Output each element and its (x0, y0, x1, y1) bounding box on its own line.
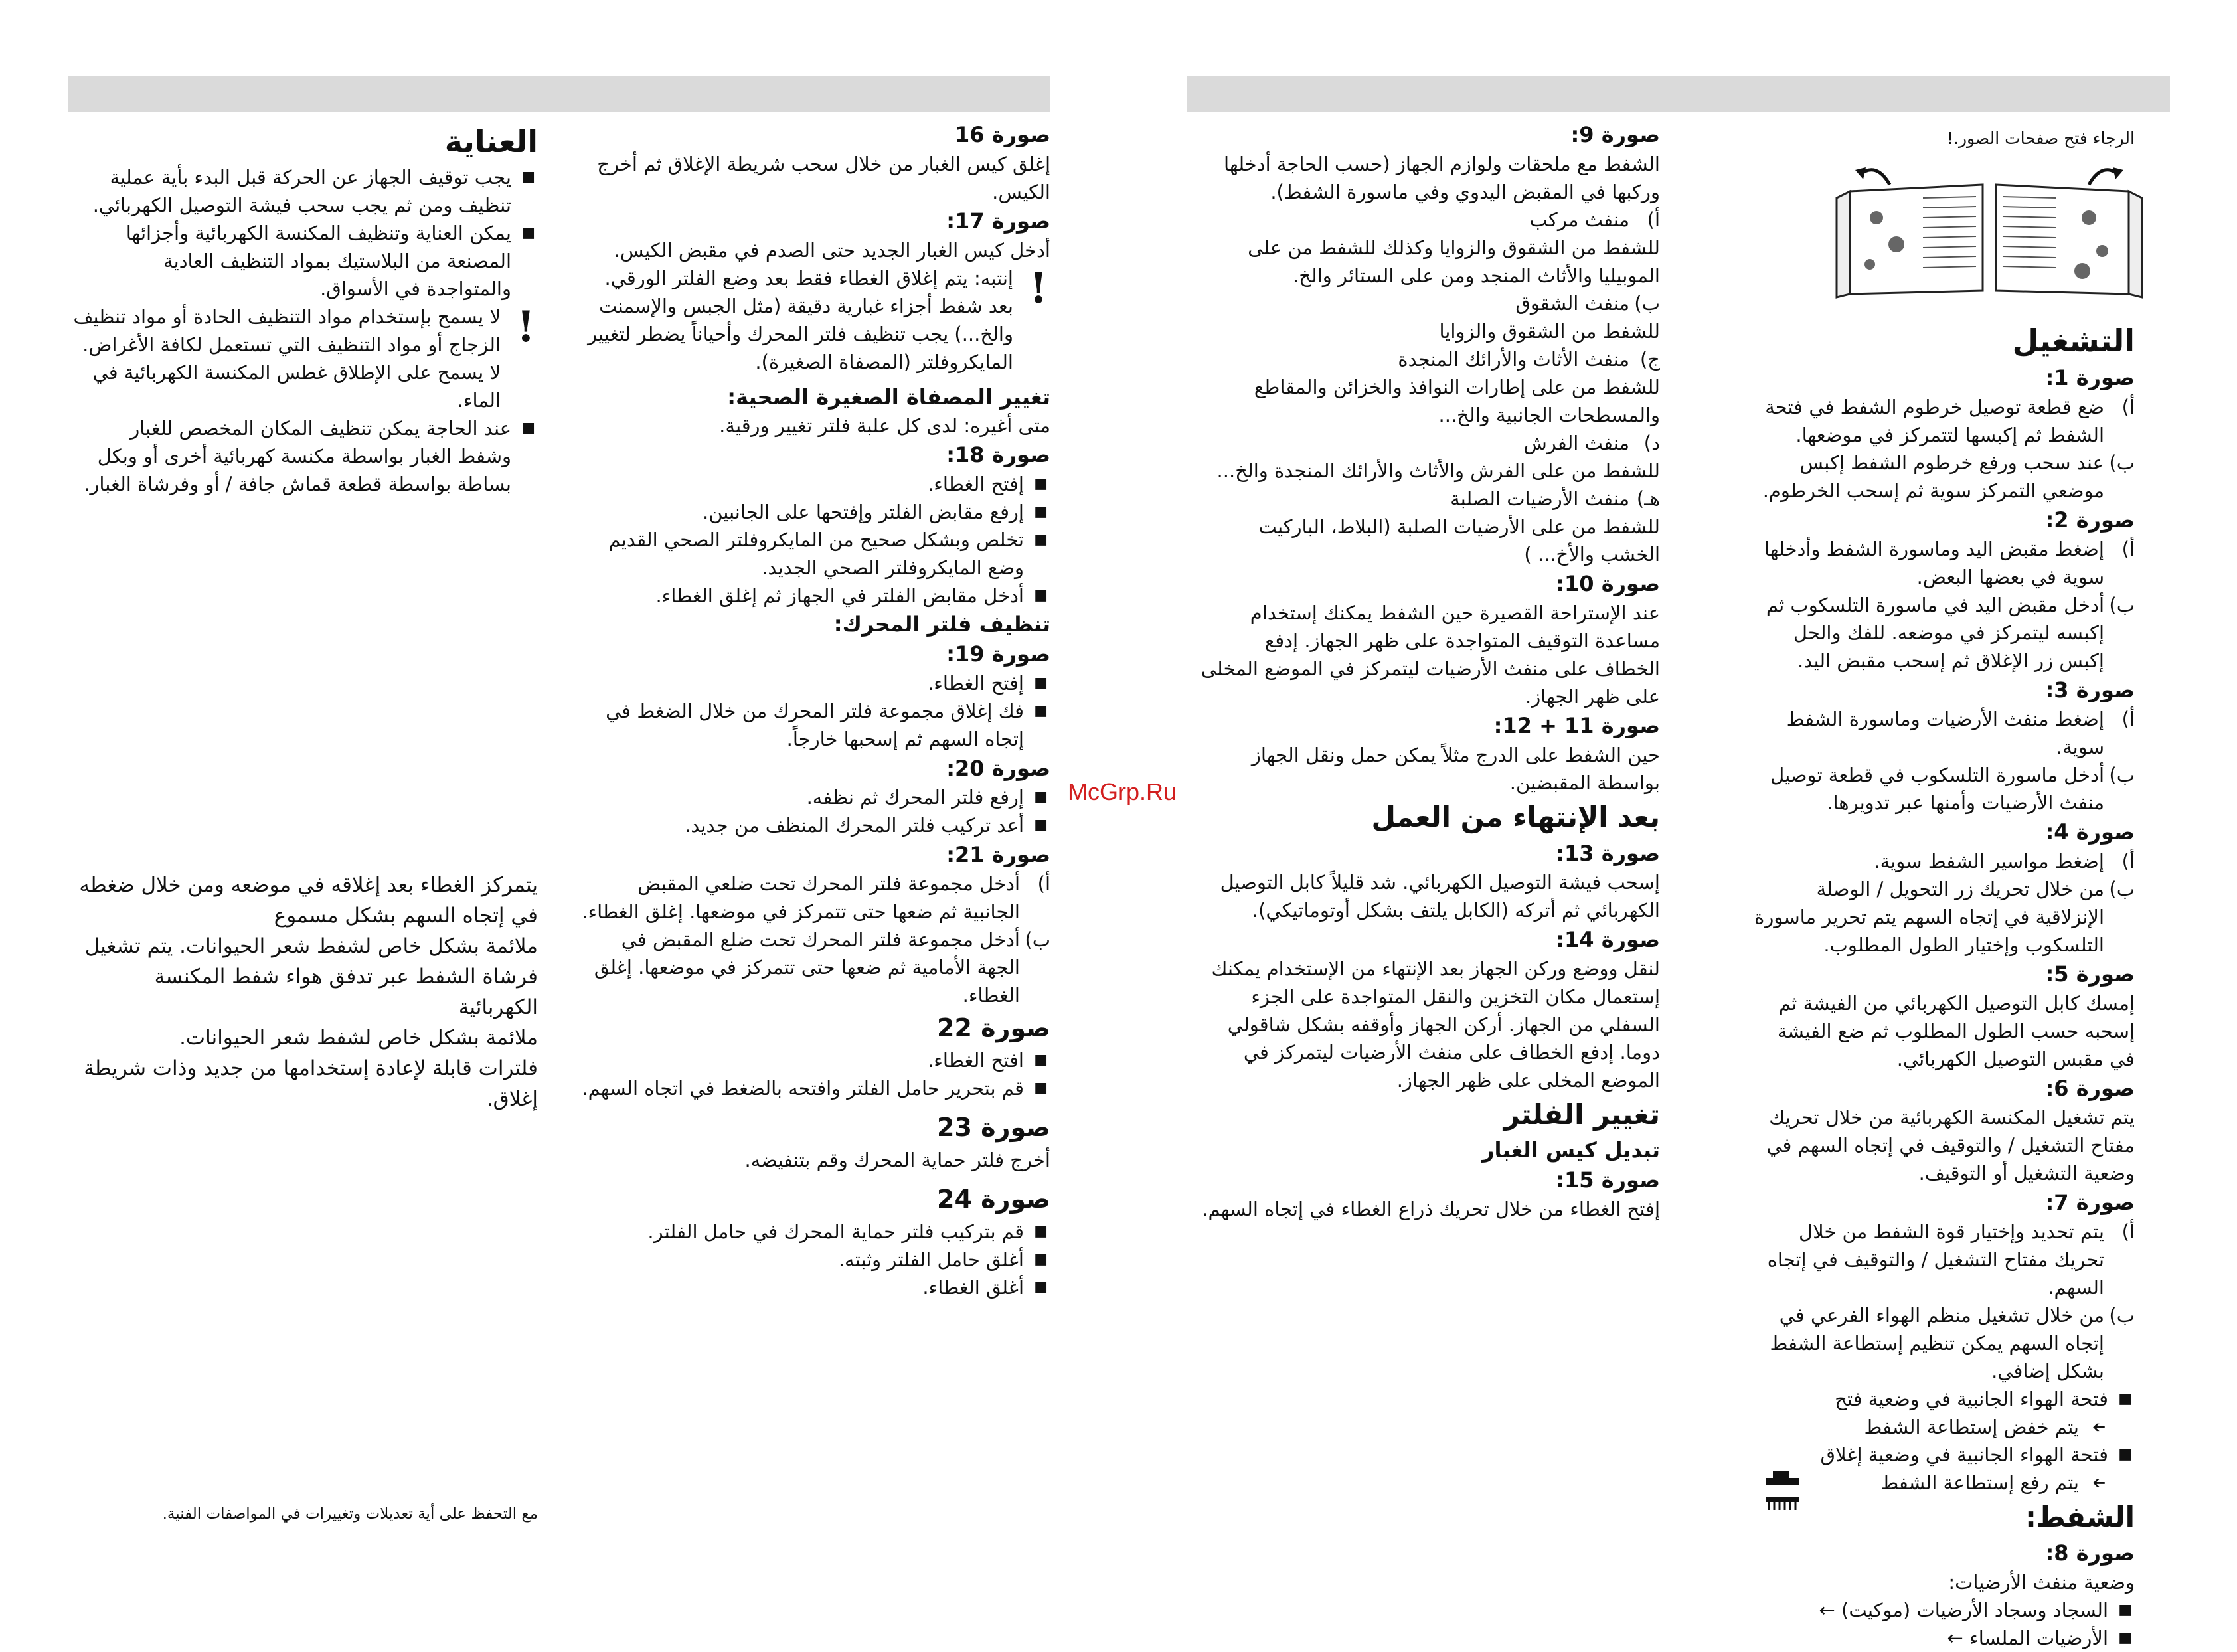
figure-19-label: صورة 19: (946, 641, 1050, 667)
upholstery-nozzle-text: للشفط من على إطارات النوافذ والخزائن والمقاطع والمسطحات الجانبية والخ... (1254, 376, 1660, 426)
figure-24-step-2: ■ أغلق حامل الفلتر وثبته. (579, 1246, 1050, 1274)
crevice-nozzle-item: ب) منفث الشقوق (1515, 292, 1660, 315)
care-item-2: ■ يمكن العناية وتنظيف المكنسة الكهربائية وأجزائها المصنعة من البلاستيك بمواد التنظيف العادية والمتواجدة في الأسواق. (73, 219, 538, 303)
exclamation-icon: ! (516, 302, 535, 352)
figure-4-label: صورة 4: (2045, 819, 2135, 845)
figure-6-text: يتم تشغيل المكنسة الكهربائية من خلال تحريك مفتاح التشغيل / والتوقيف في إتجاه السهم في وضعية التشغيل أو التوقيف. (1766, 1106, 2135, 1185)
figure-21-label: صورة 21: (946, 842, 1050, 867)
figure-9-label: صورة 9: (1570, 122, 1660, 147)
figure-7-step-b: ب) من خلال تشغيل منظم الهواء الفرعي في إتجاه السهم يمكن تنظيم إستطاعة الشفط بشكل إضافي. (1770, 1304, 2135, 1382)
air-vent-closed-item: ■ فتحة الهواء الجانبية في وضعية إغلاق (1753, 1441, 2135, 1469)
figure-20-label: صورة 20: (946, 756, 1050, 781)
small-filter-title: تغيير المصفاة الصغيرة الصحية: (727, 384, 1050, 410)
figure-21-step-b: ب) أدخل مجموعة فلتر المحرك تحت ضلع المقبض في الجهة الأمامية ثم ضعها حتى تتمركز في موضعها. إغلق الغطاء. (594, 928, 1050, 1007)
combination-nozzle-item: أ) منفث مركب (1529, 208, 1660, 231)
air-vent-open-item: ■ فتحة الهواء الجانبية في وضعية فتح (1753, 1385, 2135, 1413)
pet-hair-note: ملائمة بشكل خاص لشفط شعر الحيوانات. (179, 1026, 538, 1050)
figure-16-label: صورة 16 (955, 122, 1050, 147)
figure-23-text: أخرج فلتر حماية المحرك وقم بتنفيضه. (744, 1149, 1050, 1171)
figure-3-step-a: أ) إضغط منفث الأرضيات وماسورة الشفط سوية. (1786, 708, 2135, 758)
figure-19-step-1: ■ إفتح الغطاء. (579, 669, 1050, 697)
figure-3-label: صورة 3: (2045, 677, 2135, 702)
figure-17-label: صورة 17: (946, 208, 1050, 234)
figure-1-step-b: ب) عند سحب ورفع خرطوم الشفط إكبس موضعي التمركز سوية ثم إسحب الخرطوم. (1762, 452, 2135, 502)
suction-increased-item: ➔ يتم رفع إستطاعة الشفط (1753, 1469, 2135, 1497)
arrow-left-icon: ← (1819, 1599, 1835, 1621)
figure-11-12-text: حين الشفط على الدرج مثلاً يمكن حمل ونقل الجهاز بواسطة المقبضين. (1251, 744, 1660, 794)
figure-24-step-1: ■ قم بتركيب فلتر حماية المحرك في حامل الفلتر. (579, 1218, 1050, 1246)
after-use-title: بعد الإنتهاء من العمل (1371, 801, 1660, 833)
column-operation (1753, 125, 2135, 1652)
figure-2-label: صورة 2: (2045, 507, 2135, 533)
figure-18-label: صورة 18: (946, 442, 1050, 467)
warning-note: ! إنتبه: يتم إغلاق الغطاء فقط بعد وضع الفلتر الورقي. بعد شفط أجزاء غبارية دقيقة (مثل الجبس والإسمنت والخ...) يجب تنظيف فلتر المحرك وأحياناً يضطر لتغيير المايكروفلتر (المصفاة الصغيرة). (588, 264, 1048, 373)
figure-8-text: وضعية منفث الأرضيات: (1948, 1571, 2135, 1594)
hard-floor-nozzle-text: للشفط من على الأرضيات الصلبة (البلاط، الباركيت الخشب والأخ... ) (1258, 515, 1660, 566)
figure-8-label: صورة 8: (2045, 1540, 2135, 1566)
open-booklet-illustration (1823, 158, 2155, 304)
combination-nozzle-text: للشفط من الشقوق والزوايا وكذلك للشفط من على الموبيليا والأثاث المنجد ومن على الستائر والخ. (1248, 236, 1660, 287)
figure-10-label: صورة 10: (1556, 571, 1660, 596)
figure-22-label: صورة 22 (937, 1013, 1050, 1042)
figure-13-label: صورة 13: (1556, 841, 1660, 866)
figure-4-step-a: أ) إضغط مواسير الشفط سوية. (1874, 850, 2135, 872)
filter-change-title: تغيير الفلتر (1503, 1098, 1660, 1131)
suction-reduced-item: ➔ يتم خفض إستطاعة الشفط (1753, 1413, 2135, 1441)
figure-2-step-b: ب) أدخل مقبض اليد في ماسورة التلسكوب ثم إكبسه ليتمركز في موضعه. للفك والحل إكبس زر الإغلاق ثم إسحب مقبض اليد. (1766, 594, 2135, 672)
arrow-left-icon: ← (1947, 1627, 1963, 1649)
figure-3-step-b: ب) أدخل ماسورة التلسكوب في قطعة توصيل منفث الأرضيات وأمنها عبر تدويرها. (1770, 764, 2135, 814)
lid-click-note: يتمركز الغطاء بعد إغلاقه في موضعه ومن خلال ضغطه في إتجاه السهم بشكل مسموع (79, 873, 538, 928)
figure-18-step-4: ■ أدخل مقابض الفلتر في الجهاز ثم إغلق الغطاء. (579, 582, 1050, 610)
care-title: العناية (444, 124, 538, 159)
figure-14-label: صورة 14: (1556, 927, 1660, 952)
figure-7-step-a: أ) يتم تحديد وإختيار قوة الشفط من خلال تحريك مفتاح التشغيل / والتوقيف في إتجاه السهم. (1767, 1220, 2135, 1299)
figure-15-label: صورة 15: (1556, 1167, 1660, 1193)
technical-changes-note: مع التحفظ على أية تعديلات وتغييرات في المواصفات الفنية. (162, 1505, 538, 1523)
exclamation-icon: ! (1029, 264, 1048, 313)
figure-7-label: صورة 7: (2045, 1190, 2135, 1215)
figure-13-text: إسحب فيشة التوصيل الكهربائي. شد قليلاً كابل التوصيل الكهربائي ثم أتركه (الكابل يلتف بشكل أوتوماتيكي). (1220, 871, 1660, 922)
care-item-3: ■ عند الحاجة يمكن تنظيف المكان المخصص للغبار وشفط الغبار بواسطة مكنسة كهربائية أخرى أو وبكل بساطة بواسطة قطعة قماش جافة / أو وفرشاة الغبار. (73, 414, 538, 498)
figure-20-step-2: ■ أعد تركيب فلتر المحرك المنظف من جديد. (579, 811, 1050, 839)
figure-17-text: أدخل كيس الغبار الجديد حتى الصدم في مقبض الكيس. (614, 239, 1050, 262)
carpet-setting-item: ■ السجاد وسجاد الأرضيات (موكيت) ← (1753, 1596, 2135, 1624)
when-to-change-text: متى أغيره: لدى كل علبة فلتر تغيير ورقية. (719, 414, 1050, 437)
care-warning: ! لا يسمح بإستخدام مواد التنظيف الحادة أو مواد تنظيف الزجاج أو مواد التنظيف التي تستعمل لكافة الأغراض. لا يسمح على الإطلاق غطس المكنسة الكهربائية في الماء. (73, 302, 535, 412)
figure-20-step-1: ■ إرفع فلتر المحرك ثم نظفه. (579, 784, 1050, 811)
dust-bag-title: تبديل كيس الغبار (1482, 1137, 1660, 1163)
smooth-floor-setting-item: ■ الأرضيات الملساء ← (1753, 1624, 2135, 1652)
motor-filter-title: تنظيف فلتر المحرك: (833, 612, 1050, 637)
figure-22-step-2: ■ قم بتحرير حامل الفلتر وافتحه بالضغط في اتجاه السهم. (579, 1074, 1050, 1102)
suction-title: الشفط: (2025, 1501, 2135, 1533)
figure-18-step-1: ■ إفتح الغطاء. (579, 470, 1050, 498)
figure-5-label: صورة 5: (2045, 961, 2135, 987)
figure-18-step-3: ■ تخلص وبشكل صحيح من المايكروفلتر الصحي القديم وضع المايكروفلتر الصحي الجديد. (579, 526, 1050, 582)
figure-9-text: الشفط مع ملحقات ولوازم الجهاز (حسب الحاجة أدخلها وركبها في المقبض اليدوي وفي ماسورة الشفط). (1224, 153, 1660, 203)
figure-19-step-2: ■ فك إغلاق مجموعة فلتر المحرك من خلال الضغط في إتجاه السهم ثم إسحبها خارجاً. (579, 697, 1050, 753)
figure-1-step-a: أ) ضع قطعة توصيل خرطوم الشفط في فتحة الشفط ثم إكبسها لتتمركز في موضعها. (1765, 396, 2135, 446)
brush-nozzle-item: د) منفث الفرش (1523, 432, 1660, 454)
figure-10-text: عند الإستراحة القصيرة حين الشفط يمكنك إستخدام مساعدة التوقيف المتواجدة على ظهر الجهاز. إدفع الخطاف على منفث الأرضيات ليتمركز في الموضع المخلى على ظهر الجهاز. (1201, 602, 1660, 708)
turbo-brush-note: ملائمة بشكل خاص لشفط شعر الحيوانات. يتم تشغيل فرشاة الشفط عبر تدفق هواء شفط المكنسة الكهربائية (84, 934, 538, 1019)
brush-nozzle-text: للشفط من على الفرش والأثاث والأرائك المنجدة والخ... (1216, 459, 1660, 482)
figure-15-text: إفتح الغطاء من خلال تحريك ذراع الغطاء في إتجاه السهم. (1202, 1198, 1660, 1220)
figure-23-label: صورة 23 (937, 1113, 1050, 1142)
column-accessories (1195, 120, 1660, 1223)
figure-21-step-a: أ) أدخل مجموعة فلتر المحرك تحت ضلعي المقبض الجانبية ثم ضعها حتى تتمركز في موضعها. إغلق الغطاء. (582, 872, 1050, 923)
figure-5-text: إمسك كابل التوصيل الكهربائي من الفيشة ثم إسحبه حسب الطول المطلوب ثم ضع الفيشة في مقبس التوصيل الكهربائي. (1777, 992, 2135, 1070)
figure-11-12-label: صورة 11 + 12: (1493, 713, 1660, 738)
figure-14-text: لنقل ووضع وركن الجهاز بعد الإنتهاء من الإستخدام يمكنك إستعمال مكان التخزين والنقل المتواجدة على الجزء السفلي من الجهاز. أركن الجهاز وأوقفه بشكل شاقولي دوما. إدفع الخطاف على منفث الأرضيات ليتمركز في الموضع المخلى على ظهر الجهاز. (1211, 957, 1660, 1092)
figure-18-step-2: ■ إرفع مقابض الفلتر وإفتحها على الجانبين. (579, 498, 1050, 526)
figure-1-label: صورة 1: (2045, 365, 2135, 390)
upholstery-nozzle-item: ج) منفث الأثاث والأرائك المنجدة (1398, 348, 1660, 371)
figure-24-label: صورة 24 (937, 1185, 1050, 1214)
header-band-right (1187, 76, 2170, 112)
figure-4-step-b: ب) من خلال تحريك زر التحويل / الوصلة الإنزلاقية في إتجاه السهم يتم تحرير ماسورة التلسكوب وإختيار الطول المطلوب. (1754, 878, 2135, 956)
figure-22-step-1: ■ افتح الغطاء. (579, 1046, 1050, 1074)
header-band-left (68, 76, 1050, 112)
watermark: McGrp.Ru (1068, 778, 1177, 805)
floor-nozzle-icons (1765, 1469, 1805, 1515)
figure-6-label: صورة 6: (2045, 1076, 2135, 1101)
crevice-nozzle-text: للشفط من الشقوق والزوايا (1439, 320, 1660, 343)
open-pages-note: الرجاء فتح صفحات الصور.! (1946, 129, 2135, 148)
column-care (73, 120, 538, 1114)
hard-floor-nozzle-item: هـ) منفث الأرضيات الصلبة (1450, 487, 1660, 510)
figure-24-step-3: ■ أغلق الغطاء. (579, 1274, 1050, 1301)
operation-title: التشغيل (2012, 323, 2135, 359)
column-filters (579, 120, 1050, 1301)
reusable-filter-note: فلترات قابلة لإعادة إستخدامها من جديد وذات شريطة إغلاق. (84, 1056, 538, 1111)
figure-16-text: إغلق كيس الغبار من خلال سحب شريطة الإغلاق ثم أخرج الكيس. (597, 153, 1050, 203)
figure-2-step-a: أ) إضغط مقبض اليد وماسورة الشفط وأدخلها سوية في بعضها البعض. (1764, 538, 2135, 588)
care-item-1: ■ يجب توقيف الجهاز عن الحركة قبل البدء بأية عملية تنظيف ومن ثم يجب سحب فيشة التوصيل الكهربائي. (73, 163, 538, 219)
